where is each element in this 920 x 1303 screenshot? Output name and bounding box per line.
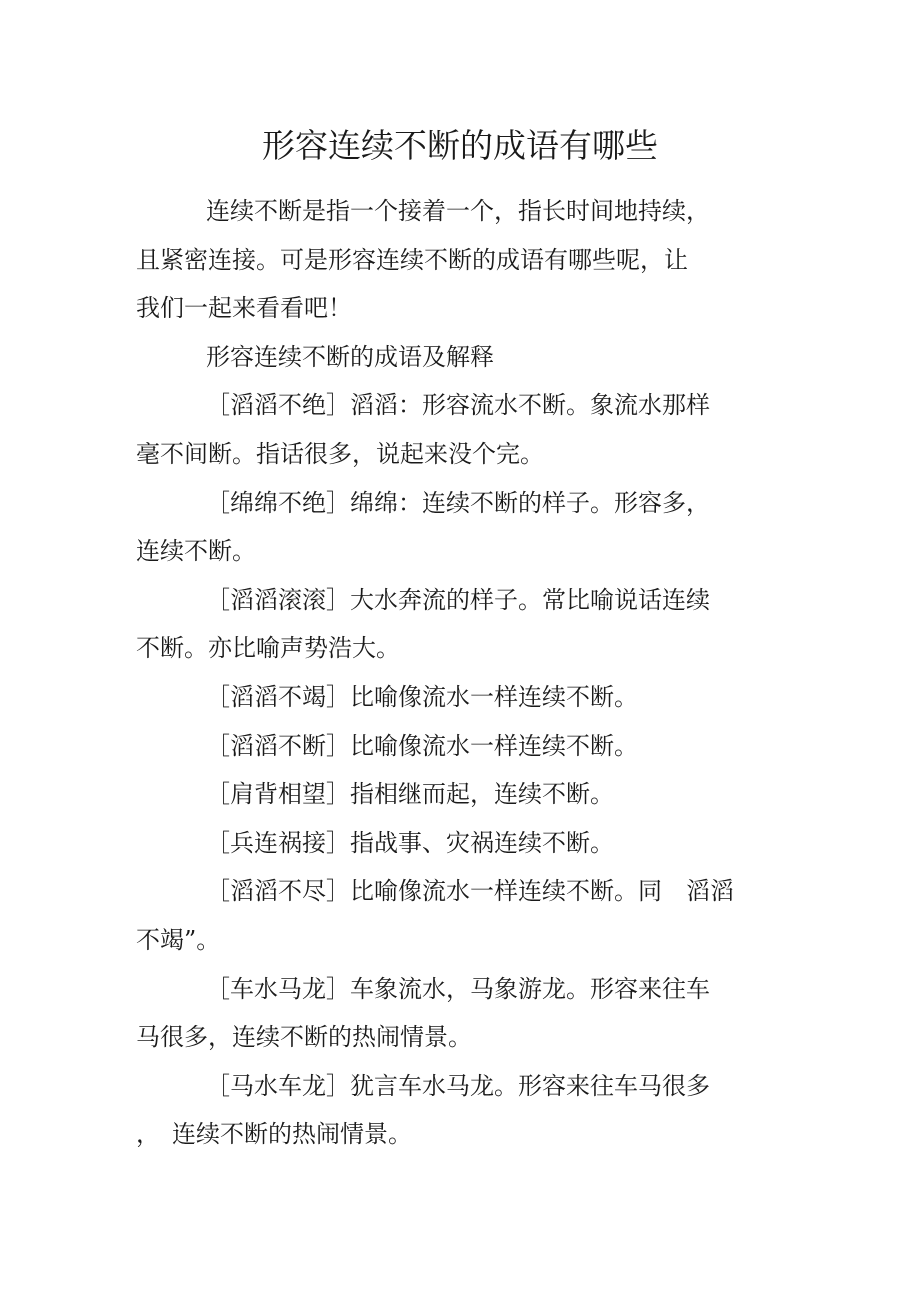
idiom-entry-line: ［车水马龙］车象流水，马象游龙。形容来往车 <box>206 974 710 1003</box>
idiom-entry-line: ［马水车龙］犹言车水马龙。形容来往车马很多 <box>206 1071 710 1100</box>
idiom-entry-line: 连续不断。 <box>136 537 256 566</box>
page-title: 形容连续不断的成语有哪些 <box>262 126 658 165</box>
idiom-entry-line: 毫不间断。指话很多，说起来没个完。 <box>136 439 544 468</box>
idiom-entry-line: ［兵连祸接］指战事、灾祸连续不断。 <box>206 828 614 857</box>
idiom-entry-line: ［滔滔不竭］比喻像流水一样连续不断。 <box>206 682 638 711</box>
idiom-entry-line: ［滔滔不尽］比喻像流水一样连续不断。同 滔滔 <box>206 877 734 906</box>
idiom-entry-line: ， 连续不断的热闹情景。 <box>136 1120 412 1149</box>
paragraph-line: 我们一起来看看吧！ <box>136 294 352 323</box>
idiom-entry-line: ［滔滔不绝］滔滔：形容流水不断。象流水那样 <box>206 391 710 420</box>
paragraph-line: 连续不断是指一个接着一个，指长时间地持续， <box>206 197 710 225</box>
idiom-entry-line: 不断。亦比喻声势浩大。 <box>136 634 400 663</box>
paragraph-line: 且紧密连接。可是形容连续不断的成语有哪些呢，让 <box>136 245 688 274</box>
section-heading: 形容连续不断的成语及解释 <box>206 342 494 371</box>
idiom-entry-line: 不竭”。 <box>136 925 221 954</box>
idiom-entry-line: ［滔滔不断］比喻像流水一样连续不断。 <box>206 731 638 760</box>
idiom-entry-line: ［肩背相望］指相继而起，连续不断。 <box>206 780 614 809</box>
idiom-entry-line: ［绵绵不绝］绵绵：连续不断的样子。形容多， <box>206 488 710 517</box>
idiom-entry-line: ［滔滔滚滚］大水奔流的样子。常比喻说话连续 <box>206 585 710 614</box>
idiom-entry-line: 马很多，连续不断的热闹情景。 <box>136 1023 472 1052</box>
document-body <box>136 187 796 1159</box>
